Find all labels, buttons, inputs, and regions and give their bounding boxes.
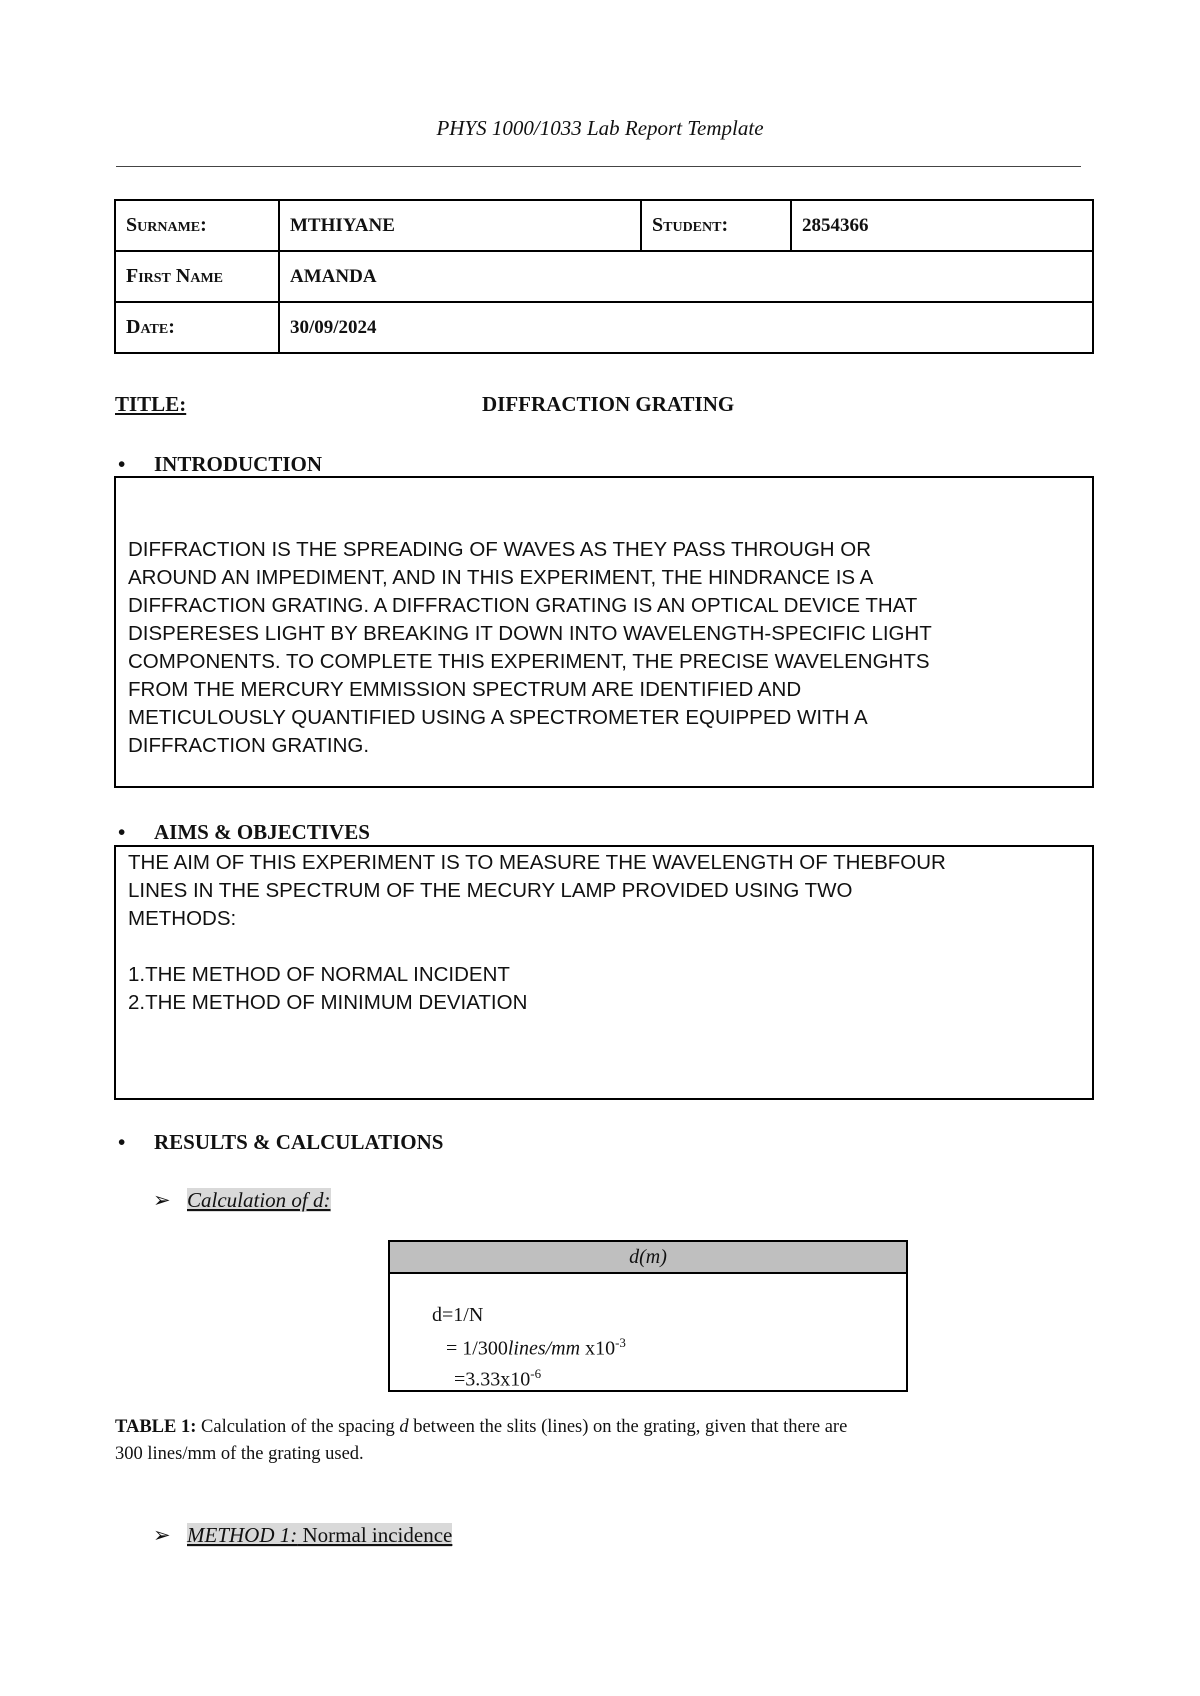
aims-heading: • AIMS & OBJECTIVES: [114, 820, 370, 845]
bullet-icon: •: [118, 452, 126, 476]
aims-line: 2.THE METHOD OF MINIMUM DEVIATION: [128, 991, 528, 1014]
intro-line: DIFFRACTION GRATING.: [128, 734, 370, 757]
equation-line-1: d=1/N: [432, 1304, 484, 1326]
intro-line: FROM THE MERCURY EMMISSION SPECTRUM ARE IDENTIFIED AND: [128, 678, 802, 701]
student-label: Student:: [641, 200, 791, 251]
intro-line: COMPONENTS. TO COMPLETE THIS EXPERIMENT, THE PRECISE WAVELENGHTS: [128, 650, 930, 673]
student-info-table: [114, 199, 1094, 354]
page-header-title: PHYS 1000/1033 Lab Report Template: [436, 116, 764, 140]
bullet-icon: •: [118, 820, 126, 844]
calc-d-subheading: ➢ Calculation of d:: [153, 1188, 331, 1212]
header-divider: [116, 166, 1081, 167]
aims-line: 1.THE METHOD OF NORMAL INCIDENT: [128, 963, 510, 986]
date-value: 30/09/2024: [279, 302, 1093, 353]
title-label: TITLE:: [115, 392, 187, 416]
arrow-bullet-icon: ➢: [153, 1523, 171, 1547]
student-number-value: 2854366: [791, 200, 1093, 251]
introduction-box: [114, 476, 1094, 788]
aims-line: METHODS:: [128, 907, 237, 930]
report-title: DIFFRACTION GRATING: [482, 392, 735, 416]
surname-value: MTHIYANE: [279, 200, 641, 251]
date-label: Date:: [115, 302, 279, 353]
table-1-caption: TABLE 1: Calculation of the spacing d between the slits (lines) on the grating, given that there are 300 lines/mm of the grating used.: [115, 1417, 848, 1464]
surname-label: Surname:: [115, 200, 279, 251]
firstname-label: First Name: [115, 251, 279, 302]
method1-subheading: ➢ METHOD 1: Normal incidence: [153, 1523, 453, 1547]
intro-line: DIFFRACTION IS THE SPREADING OF WAVES AS THEY PASS THROUGH OR: [128, 538, 872, 561]
aims-line: LINES IN THE SPECTRUM OF THE MECURY LAMP PROVIDED USING TWO: [128, 879, 853, 902]
d-table-cell: [389, 1273, 907, 1391]
introduction-heading: • INTRODUCTION: [114, 452, 322, 477]
d-calculation-table: [388, 1240, 908, 1392]
d-table-header: d(m): [389, 1241, 907, 1273]
equation-line-2: = 1/300lines/mm $x10^{-3}$: [446, 1335, 626, 1360]
intro-line: AROUND AN IMPEDIMENT, AND IN THIS EXPERIMENT, THE HINDRANCE IS A: [128, 566, 874, 589]
aims-line: [128, 933, 1082, 961]
equation-line-3: $=3.33x10^{-6}$: [454, 1365, 542, 1391]
results-heading: • RESULTS & CALCULATIONS: [114, 1130, 443, 1155]
firstname-value: AMANDA: [279, 251, 1093, 302]
bullet-icon: •: [118, 1130, 126, 1154]
aims-box: [114, 845, 1094, 1100]
intro-line: DIFFRACTION GRATING. A DIFFRACTION GRATING IS AN OPTICAL DEVICE THAT: [128, 594, 918, 617]
intro-line: METICULOUSLY QUANTIFIED USING A SPECTROMETER EQUIPPED WITH A: [128, 706, 868, 729]
arrow-bullet-icon: ➢: [153, 1188, 171, 1212]
aims-line: THE AIM OF THIS EXPERIMENT IS TO MEASURE THE WAVELENGTH OF THEBFOUR: [128, 851, 946, 874]
intro-line: DISPERESES LIGHT BY BREAKING IT DOWN INTO WAVELENGTH-SPECIFIC LIGHT: [128, 622, 932, 645]
